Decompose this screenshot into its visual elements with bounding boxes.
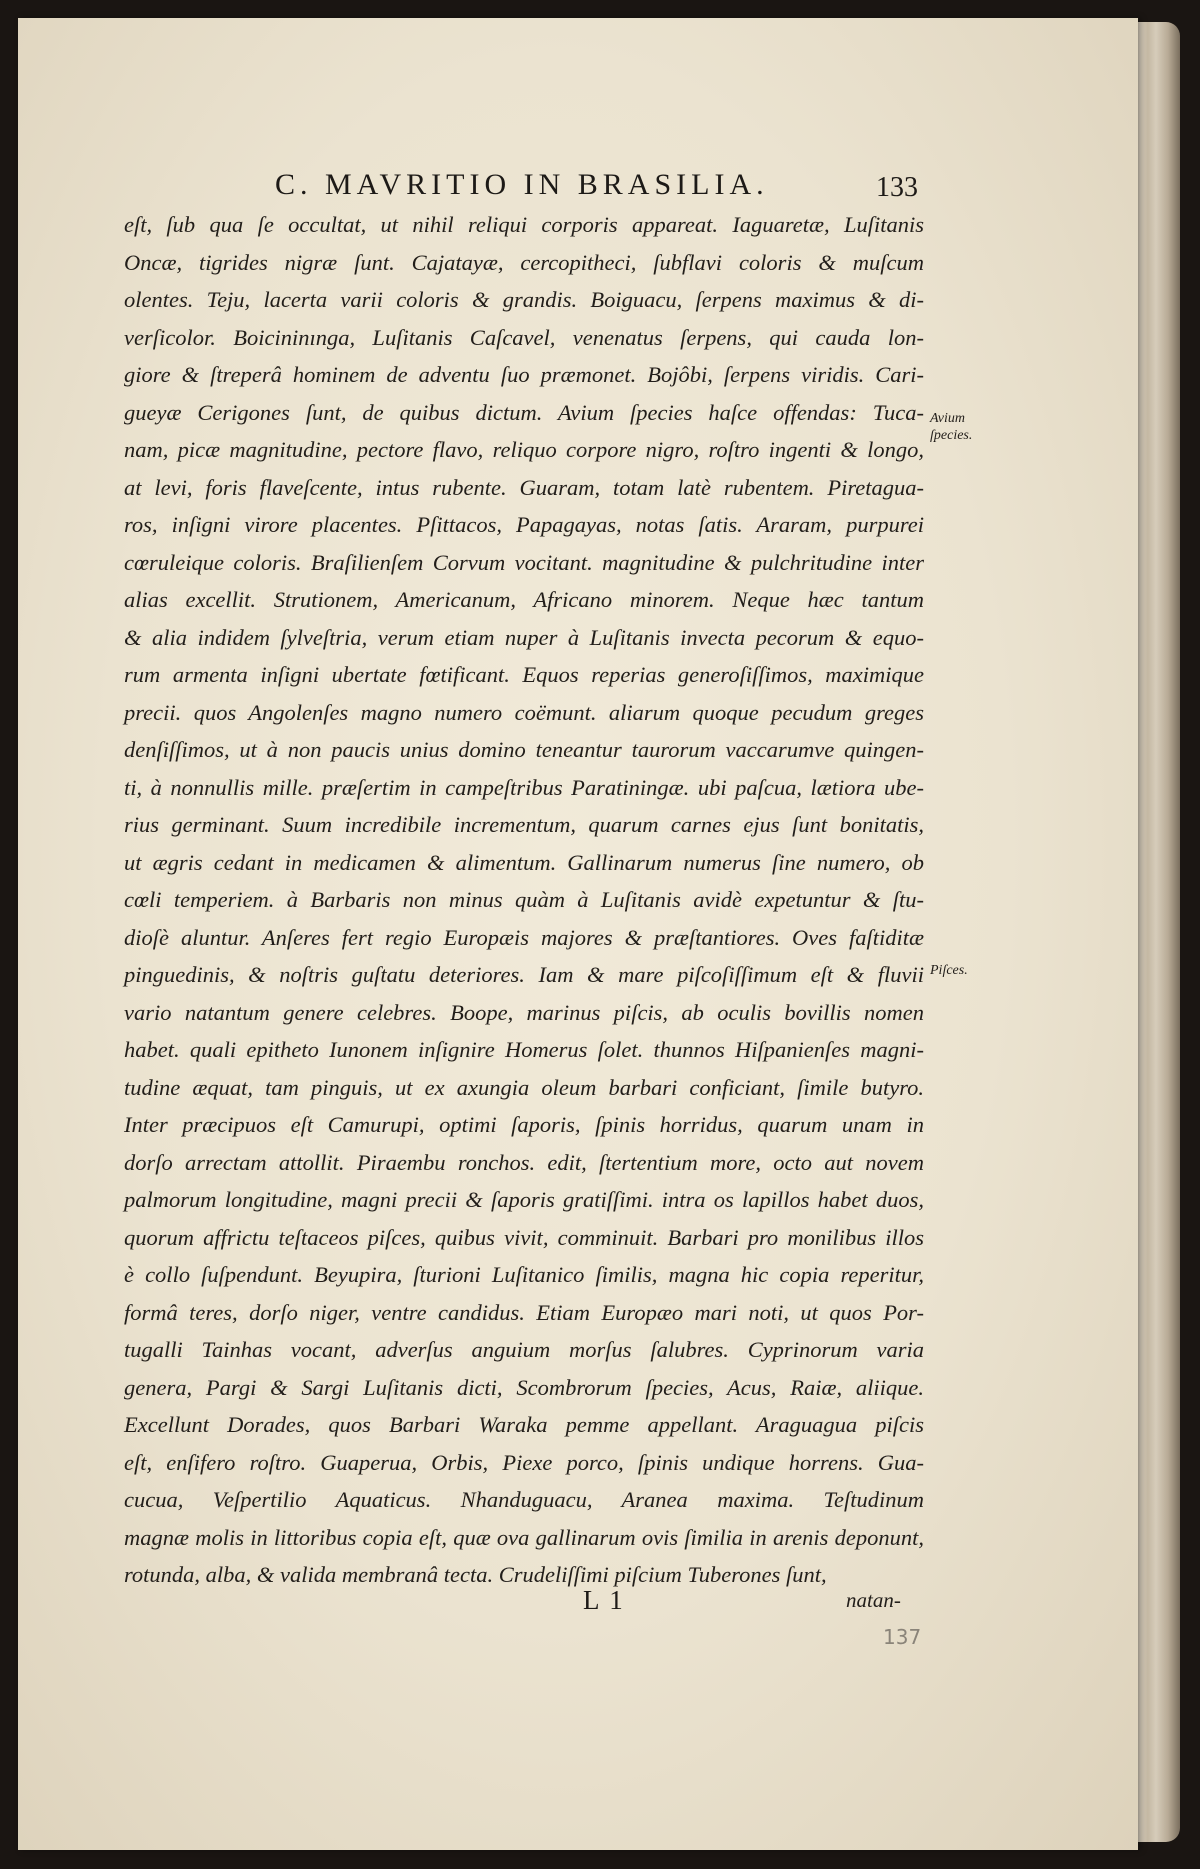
text-line: ut ægris cedant in medicamen & alimentum. Gallinarum numerus ſine numero, ob: [124, 849, 924, 875]
text-line: tugalli Tainhas vocant, adverſus anguium morſus ſalubres. Cyprinorum varia: [124, 1337, 924, 1362]
text-line: dioſè aluntur. Anſeres fert regio Europæis majores & præſtantiores. Oves faſtiditæ: [124, 924, 924, 950]
text-line: Excellunt Dorades, quos Barbari Waraka pemme appellant. Araguagua piſcis: [124, 1412, 924, 1437]
text-line: olentes. Teju, lacerta varii coloris & grandis. Boiguacu, ſerpens maximus & di-: [124, 287, 924, 312]
text-line: precii. quos Angolenſes magno numero coëmunt. aliarum quoque pecudum greges: [124, 699, 924, 725]
text-line: genera, Pargi & Sargi Luſitanis dicti, Scombrorum ſpecies, Acus, Raiæ, aliique.: [124, 1374, 924, 1400]
text-line: pinguedinis, & noſtris guſtatu deteriores. Iam & mare piſcoſiſſimum eſt & fluvii: [124, 962, 924, 987]
margin-note-avium: [930, 410, 972, 444]
text-line: rotunda, alba, & valida membranâ tecta. Crudeliſſimi piſcium Tuberones ſunt,: [124, 1562, 827, 1587]
text-line: gueyæ Cerigones ſunt, de quibus dictum. Avium ſpecies haſce offendas: Tuca-: [124, 399, 924, 425]
text-line: nam, picæ magnitudine, pectore flavo, reliquo corpore nigro, roſtro ingenti & longo,: [124, 437, 924, 462]
text-line: alias excellit. Strutionem, Americanum, Africano minorem. Neque hæc tantum: [124, 587, 924, 612]
margin-note-pisces: Piſces.: [930, 963, 968, 978]
body-text: [124, 206, 924, 1594]
text-line: cœli temperiem. à Barbaris non minus quàm à Luſitanis avidè expetuntur & ſtu-: [124, 887, 924, 912]
text-line: habet. quali epitheto Iunonem inſignire Homerus ſolet. thunnos Hiſpanienſes magni-: [124, 1037, 924, 1062]
text-line: at levi, foris flaveſcente, intus rubente. Guaram, totam latè rubentem. Piretagua-: [124, 474, 924, 500]
text-line: ti, à nonnullis mille. præſertim in campeſtribus Paratiningæ. ubi paſcua, lætiora ube-: [124, 774, 924, 800]
pencil-folio-number: 137: [883, 1625, 922, 1649]
text-line: eſt, ſub qua ſe occultat, ut nihil reliqui corporis appareat. Iaguaretæ, Luſitanis: [124, 212, 924, 237]
text-line: Oncæ, tigrides nigræ ſunt. Cajatayæ, cercopitheci, ſubflavi coloris & muſcum: [124, 249, 924, 275]
text-line: cucua, Veſpertilio Aquaticus. Nhanduguacu, Aranea maxima. Teſtudinum: [124, 1487, 924, 1512]
text-line: dorſo arrectam attollit. Piraembu ronchos. edit, ſtertentium more, octo aut novem: [124, 1149, 924, 1175]
margin-note-line: Avium: [930, 411, 965, 426]
text-line: è collo ſuſpendunt. Beyupira, ſturioni Luſitanico ſimilis, magna hic copia reperitur,: [124, 1262, 924, 1287]
text-line: rius germinant. Suum incredibile incrementum, quarum carnes ejus ſunt bonitatis,: [124, 812, 924, 837]
text-line: eſt, enſifero roſtro. Guaperua, Orbis, Piexe porco, ſpinis undique horrens. Gua-: [124, 1449, 924, 1475]
text-line: rum armenta inſigni ubertate fœtificant. Equos reperias generoſiſſimos, maximique: [124, 662, 924, 687]
text-line: vario natantum genere celebres. Boope, marinus piſcis, ab oculis bovillis nomen: [124, 999, 924, 1025]
page-number: 133: [876, 172, 918, 203]
text-line: formâ teres, dorſo niger, ventre candidus. Etiam Europæo mari noti, ut quos Por-: [124, 1299, 924, 1325]
text-line: ros, inſigni virore placentes. Pſittacos, Papagayas, notas ſatis. Araram, purpurei: [124, 512, 924, 537]
text-line: verſicolor. Boicininınga, Luſitanis Caſcavel, venenatus ſerpens, qui cauda lon-: [124, 324, 924, 350]
running-header: C. MAVRITIO IN BRASILIA.: [275, 168, 769, 201]
text-line: Inter præcipuos eſt Camurupi, optimi ſaporis, ſpinis horridus, quarum unam in: [124, 1112, 924, 1137]
text-line: quorum affrictu teſtaceos piſces, quibus vivit, comminuit. Barbari pro monilibus illos: [124, 1224, 924, 1250]
text-line: giore & ſtreperâ hominem de adventu ſuo præmonet. Bojôbi, ſerpens viridis. Cari-: [124, 362, 924, 387]
text-line: palmorum longitudine, magni precii & ſaporis gratiſſimi. intra os lapillos habet duos,: [124, 1187, 924, 1212]
text-line: cœruleique coloris. Braſilienſem Corvum vocitant. magnitudine & pulchritudine inter: [124, 549, 924, 575]
text-line: denſiſſimos, ut à non paucis unius domino teneantur taurorum vaccarumve quingen-: [124, 737, 924, 762]
text-line: & alia indidem ſylveſtria, verum etiam nuper à Luſitanis invecta pecorum & equo-: [124, 624, 924, 650]
text-line: tudine æquat, tam pinguis, ut ex axungia oleum barbari conficiant, ſimile butyro.: [124, 1074, 924, 1100]
signature-mark: L 1: [583, 1585, 625, 1615]
text-line: magnæ molis in littoribus copia eſt, quæ ova gallinarum ovis ſimilia in arenis deponunt,: [124, 1524, 924, 1550]
margin-note-line: ſpecies.: [930, 428, 973, 443]
catchword: natan-: [846, 1588, 901, 1612]
